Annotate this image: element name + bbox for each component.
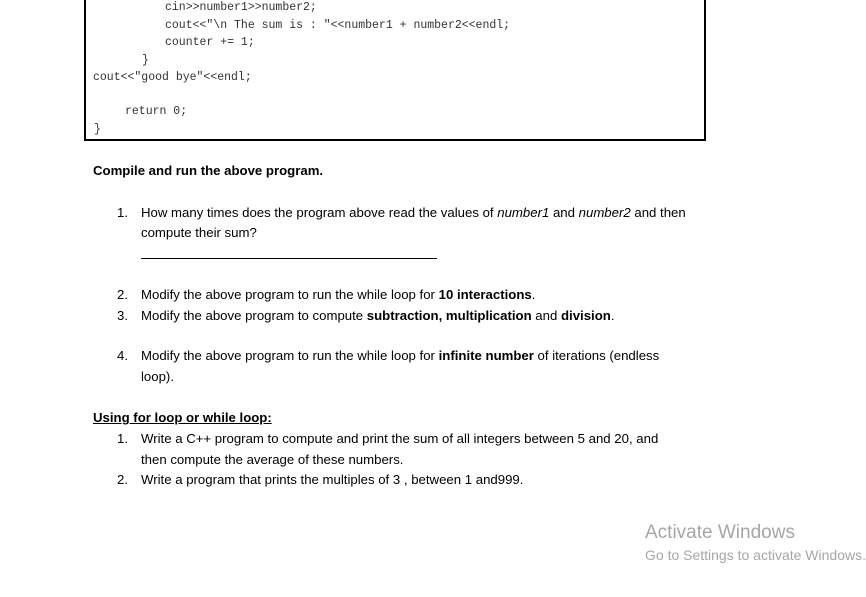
section-item-2-text: Write a program that prints the multiples of 3 , between 1 and999. bbox=[141, 472, 524, 487]
question-1-continuation: compute their sum? bbox=[141, 225, 257, 240]
question-4-text: Modify the above program to run the while loop for infinite number of iterations (endless bbox=[141, 348, 660, 363]
activate-windows-subtitle: Go to Settings to activate Windows. bbox=[645, 547, 866, 563]
code-line: } bbox=[142, 54, 149, 67]
question-number: 1. bbox=[117, 205, 128, 220]
code-line: cin>>number1>>number2; bbox=[165, 1, 317, 14]
activate-windows-title: Activate Windows bbox=[645, 522, 795, 543]
question-4-continuation: loop). bbox=[141, 369, 174, 384]
question-3-text: Modify the above program to compute subtraction, multiplication and division. bbox=[141, 308, 615, 323]
code-line: cout<<"good bye"<<endl; bbox=[93, 71, 252, 84]
question-number: 3. bbox=[117, 308, 128, 323]
section-item-1-text: Write a C++ program to compute and print the sum of all integers between 5 and 20, and bbox=[141, 431, 659, 446]
code-line: return 0; bbox=[125, 105, 188, 118]
item-number: 2. bbox=[117, 472, 128, 487]
question-2-text: Modify the above program to run the while loop for 10 interactions. bbox=[141, 287, 536, 302]
code-line: counter += 1; bbox=[165, 36, 255, 49]
question-number: 4. bbox=[117, 348, 128, 363]
code-line: cout<<"\n The sum is : "<<number1 + number2<<endl; bbox=[165, 19, 511, 32]
instruction-text: Compile and run the above program. bbox=[93, 163, 324, 178]
question-1-text: How many times does the program above read the values of number1 and number2 and then bbox=[141, 205, 686, 220]
code-line: } bbox=[94, 123, 101, 136]
item-number: 1. bbox=[117, 431, 128, 446]
answer-line bbox=[141, 258, 437, 259]
question-number: 2. bbox=[117, 287, 128, 302]
section-item-1-continuation: then compute the average of these numbers. bbox=[141, 452, 404, 467]
section-heading: Using for loop or while loop: bbox=[93, 410, 272, 425]
